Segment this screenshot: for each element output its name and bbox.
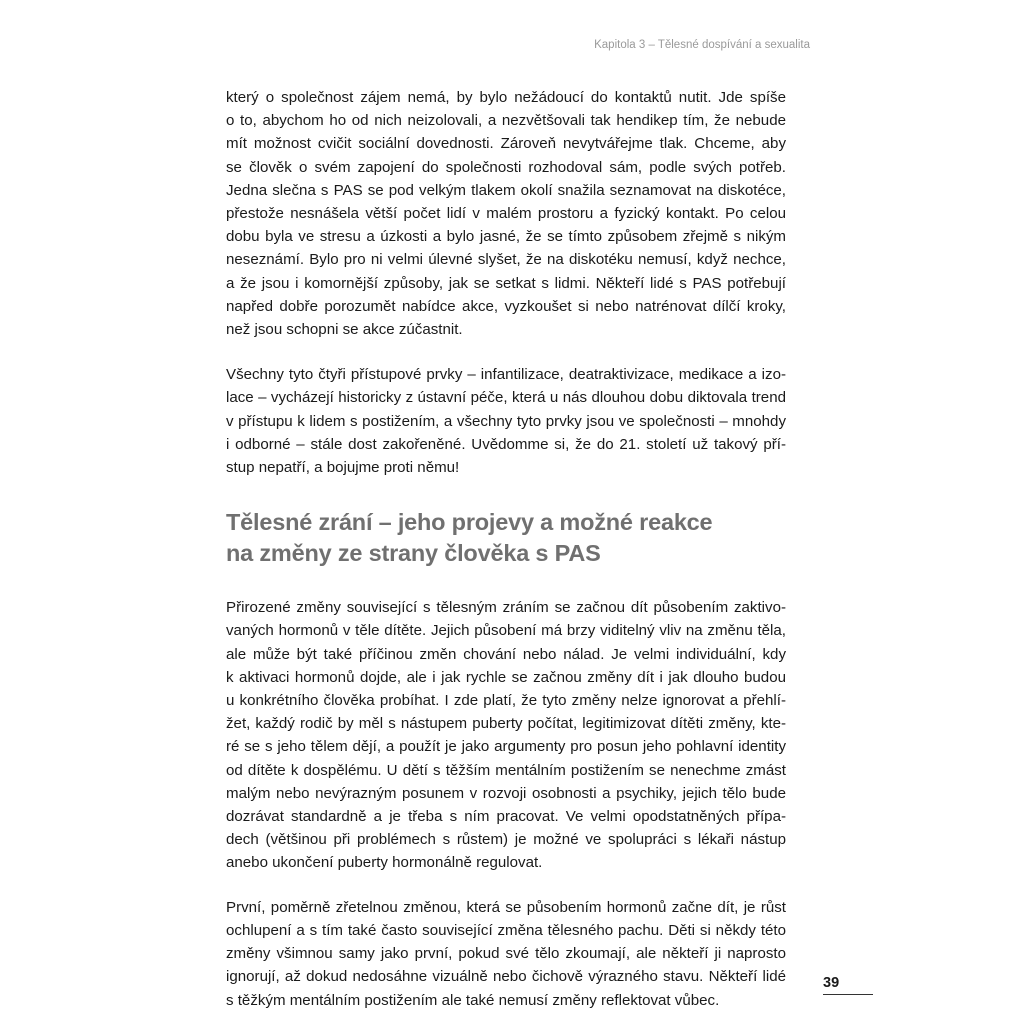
text-line: o to, abychom ho od nich neizolovali, a nezvětšovali tak hendikep tím, že nebude [226,112,786,130]
text-line: u konkrétního člověka probíhat. I zde platí, že tyto změny nelze ignorovat a přehlí- [226,692,786,710]
text-line: neseznámí. Bylo pro ni velmi úlevné slyšet, že na diskotéku nemusí, když nechce, [226,251,786,269]
text-line: dozrávat standardně a je třeba s ním pracovat. Ve velmi opodstatněných přípa- [226,808,786,826]
section-heading [226,507,786,569]
text-line: anebo ukončení puberty hormonálně regulovat. [226,854,543,872]
text-line: změny všimnou samy jako první, pokud své tělo zkoumají, ale někteří ji naprosto [226,945,786,963]
text-line: Jedna slečna s PAS se pod velkým tlakem okolí snažila seznamovat na diskotéce, [226,181,786,199]
text-line: ochlupení a s tím také často související změna tělesného pachu. Děti si někdy této [226,921,786,939]
page-number-rule [823,994,873,995]
running-header: Kapitola 3 – Tělesné dospívání a sexualita [594,39,810,51]
page-body [226,86,786,1012]
text-line: přestože nesnášela větší počet lidí v malém prostoru a fyzický kontakt. Po celou [226,205,786,223]
text-line: dech (většinou při problémech s růstem) je možné ve spolupráci s lékaři nástup [226,831,786,849]
text-line: První, poměrně zřetelnou změnou, která se působením hormonů začne dít, je růst [226,898,786,916]
text-line: napřed dobře porozumět nabídce akce, vyzkoušet si nebo natrénovat dílčí kroky, [226,297,786,315]
text-line: lace – vycházejí historicky z ústavní péče, která u nás dlouhou dobu diktovala trend [226,389,786,407]
text-line: Všechny tyto čtyři přístupové prvky – infantilizace, deatraktivizace, medikace a izo- [226,366,786,384]
paragraph-4 [226,896,786,1012]
paragraph-1 [226,86,786,341]
text-line: ré se s jeho tělem dějí, a použít je jako argumenty pro posun jeho pohlavní identity [226,738,786,756]
paragraph-2 [226,363,786,479]
text-line: malým nebo nevýrazným posunem v rozvoji osobnosti a psychiky, jejich tělo bude [226,784,786,802]
text-line: dobu byla ve stresu a úzkosti a bylo jasné, že se tímto způsobem zřejmě s nikým [226,228,786,246]
text-line: ignorují, až dokud nedosáhne vizuálně nebo čichově výrazného stavu. Někteří lidé [226,968,786,986]
text-line: vaných hormonů v těle dítěte. Jejich působení má brzy viditelný vliv na změnu těla, [226,622,786,640]
page-number: 39 [823,975,840,991]
text-line: stup nepatří, a bojujme proti němu! [226,459,460,477]
text-line: žet, každý rodič by měl s nástupem puberty počítat, legitimizovat dítěti změny, kte- [226,715,786,733]
text-line: Přirozené změny související s tělesným zráním se začnou dít působením zaktivo- [226,599,786,617]
text-line: v přístupu k lidem s postižením, a všechny tyto prvky jsou ve společnosti – mnohdy [226,412,786,430]
text-line: a že jsou i komornější způsoby, jak se setkat s lidmi. Někteří lidé s PAS potřebují [226,274,786,292]
text-line: se člověk o svém zapojení do společnosti rozhodoval sám, podle svých potřeb. [226,158,786,176]
text-line: ale může být také příčinou změn chování nebo nálad. Je velmi individuální, kdy [226,645,786,663]
text-line: který o společnost zájem nemá, by bylo nežádoucí do kontaktů nutit. Jde spíše [226,89,786,106]
text-line: než jsou schopni se akce zúčastnit. [226,321,463,339]
paragraph-3 [226,596,786,874]
heading-line: na změny ze strany člověka s PAS [226,540,601,567]
text-line: k aktivaci hormonů dojde, ale i jak rychle se začnou změny dít i jak dlouho budou [226,668,786,686]
text-line: i odborné – stále dost zakořeněné. Uvědomme si, že do 21. století už takový pří- [226,435,786,453]
text-line: od dítěte k dospělému. U dětí s těžším mentálním postižením se nenechme zmást [226,761,786,779]
text-line: s těžkým mentálním postižením ale také nemusí změny reflektovat vůbec. [226,991,720,1009]
text-line: mít možnost cvičit sociální dovednosti. Zároveň nevytvářejme tlak. Chceme, aby [226,135,786,153]
heading-line: Tělesné zrání – jeho projevy a možné reakce [226,509,713,536]
